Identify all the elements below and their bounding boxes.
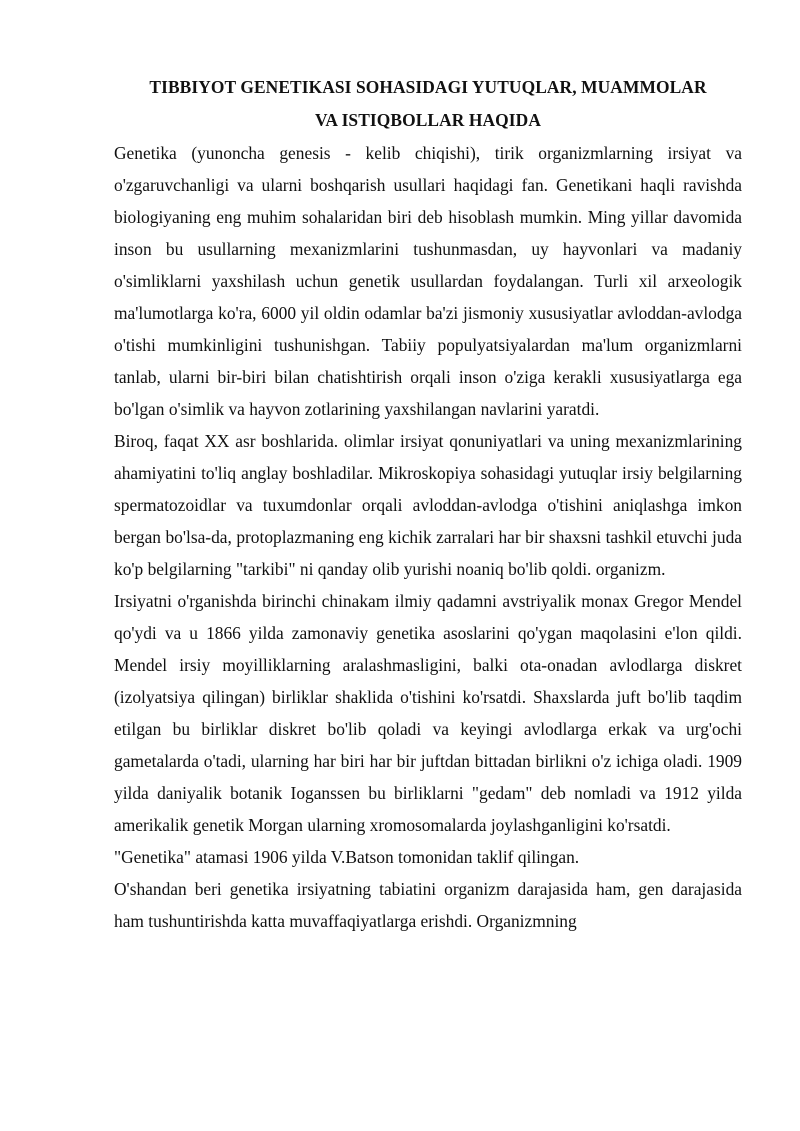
document-title [114,71,742,137]
document-title-line-2: VA ISTIQBOLLAR HAQIDA [315,110,541,130]
paragraph-mendel: Irsiyatni o'rganishda birinchi chinakam ilmiy qadamni avstriyalik monax Gregor Mendel qo'ydi va u 1866 yilda zamonaviy genetika asoslarini qo'ygan maqolasini e'lon qildi. Mendel irsiy moyilliklarning aralashmasligini, balki ota-onadan avlodlarga diskret (izolyatsiya qilingan) birliklar shaklida o'tishini ko'rsatdi. Shaxslarda juft bo'lib taqdim etilgan bu birliklar diskret bo'lib qoladi va keyingi avlodlarga erkak va urg'ochi gametalarda o'tadi, ularning har biri har bir juftdan bittadan birlikni o'z ichiga oladi. 1909 yilda daniyalik botanik Ioganssen bu birliklarni "gedam" deb nomladi va 1912 yilda amerikalik genetik Morgan ularning xromosomalarda joylashganligini ko'rsatdi. [114,591,742,835]
paragraph-genetika-definition: Genetika (yunoncha genesis - kelib chiqishi), tirik organizmlarning irsiyat va o'zgaruvchanligi va ularni boshqarish usullari haqidagi fan. Genetikani haqli ravishda biologiyaning eng muhim sohalaridan biri deb hisoblash mumkin. Ming yillar davomida inson bu usullarning mexanizmlarini tushunmasdan, uy hayvonlari va madaniy o'simliklarni yaxshilash uchun genetik usullardan foydalangan. Turli xil arxeologik ma'lumotlarga ko'ra, 6000 yil oldin odamlar ba'zi jismoniy xususiyatlar avloddan-avlodga o'tishi mumkinligini tushunishgan. Tabiiy populyatsiyalardan ma'lum organizmlarni tanlab, ularni bir-biri bilan chatishtirish orqali inson o'ziga kerakli xususiyatlarga ega bo'lgan o'simlik va hayvon zotlarining yaxshilangan navlarini yaratdi. [114,143,742,419]
document-title-line-1: TIBBIYOT GENETIKASI SOHASIDAGI YUTUQLAR, MUAMMOLAR [149,77,707,97]
paragraph-batson-term: "Genetika" atamasi 1906 yilda V.Batson tomonidan taklif qilingan. [114,847,580,867]
paragraph-since-then: O'shandan beri genetika irsiyatning tabiatini organizm darajasida ham, gen darajasida ham tushuntirishda katta muvaffaqiyatlarga erishdi. Organizmning [114,879,742,931]
document-body [114,71,742,937]
paragraph-xx-century: Biroq, faqat XX asr boshlarida. olimlar irsiyat qonuniyatlari va uning mexanizmlarining ahamiyatini to'liq anglay boshladilar. Mikroskopiya sohasidagi yutuqlar irsiy belgilarning spermatozoidlar va tuxumdonlar orqali avloddan-avlodga o'tishini aniqlashga imkon bergan bo'lsa-da, protoplazmaning eng kichik zarralari har bir shaxsni tashkil etuvchi juda ko'p belgilarning "tarkibi" ni qanday olib yurishi noaniq bo'lib qoldi. organizm. [114,431,742,579]
